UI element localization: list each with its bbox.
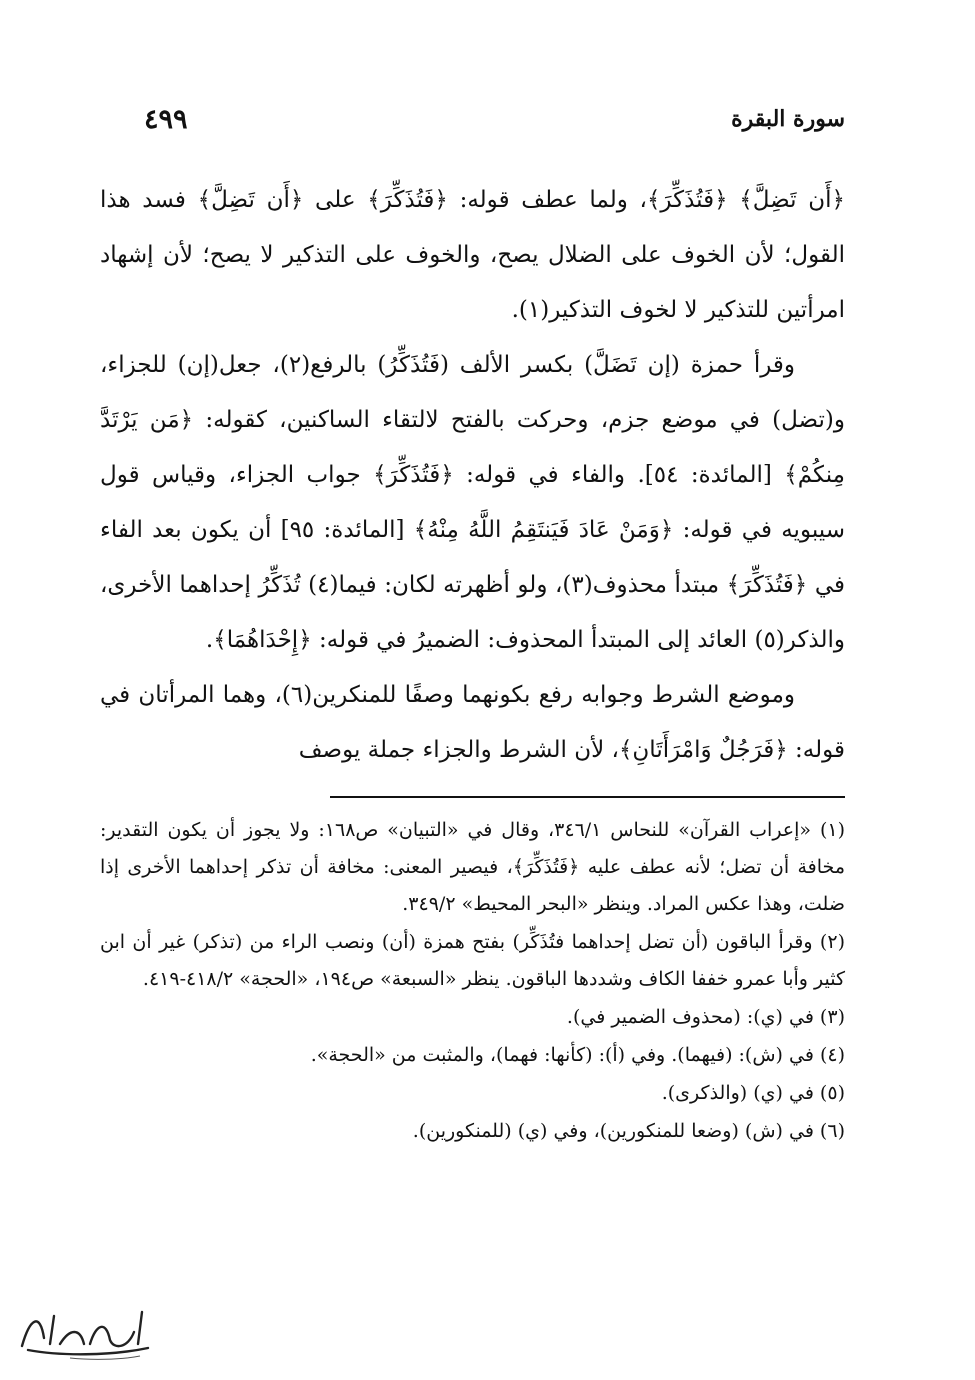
page-header [100, 104, 845, 138]
footnote: (٥) في (ي) (والذكرى). [661, 1082, 845, 1104]
footnote: (١) «إعراب القرآن» للنحاس ٣٤٦/١، وقال في «التبيان» ص١٦٨: ولا يجوز أن يكون التقدير: مخافة أن تضل؛ لأنه عطف عليه ﴿فَتُذَكِّرَ﴾، فيصير المعنى: مخافة أن تذكر إحداهما الأخرى إذا ضلت، وهذا عكس المراد. وينظر «البحر المحيط» ٣٤٩/٢. [100, 819, 846, 915]
footnote: (٣) في (ي): (محذوف الضمير في). [566, 1006, 845, 1028]
calligraphy-stamp-logo [10, 1298, 160, 1364]
main-text [100, 173, 845, 778]
paragraph: وقرأ حمزة (إن تَضَلَّ) بكسر الألف (فَتُذَكِّرُ) بالرفع(٢)، جعل(إن) للجزاء، و(تضل) في موضع جزم، وحركت بالفتح لالتقاء الساكنين، كقوله: ﴿مَن يَرْتَدَّ مِنكُمْ﴾ [المائدة: ٥٤]. والفاء في قوله: ﴿فَتُذَكِّرَ﴾ جواب الجزاء، وقياس قول سيبويه في قوله: ﴿وَمَنْ عَادَ فَيَنتَقِمُ اللَّهُ مِنْهُ﴾ [المائدة: ٩٥] أن يكون بعد الفاء في ﴿فَتُذَكِّرَ﴾ مبتدأ محذوف(٣)، ولو أظهرته لكان: فيما(٤) تُذَكِّرُ إحداهما الأخرى، والذكر(٥) العائد إلى المبتدأ المحذوف: الضميرُ في قوله: ﴿إِحْدَاهُمَا﴾. [100, 352, 845, 653]
footnote: (٤) في (ش): (فيهما). وفي (أ): (كأنها: فهما)، والمثبت من «الحجة». [310, 1044, 845, 1066]
page-number: ٤٩٩ [144, 104, 188, 135]
footnote: (٢) وقرأ الباقون (أن تضل إحداهما فتُذَكِّر) بفتح همزة (أن) ونصب الراء من (تذكر) غير أن ابن كثير وأبا عمرو خففا الكاف وشددها الباقون. ينظر «السبعة» ص١٩٤، «الحجة» ٤١٨/٢-٤١٩. [100, 931, 845, 990]
footnotes [100, 812, 845, 1151]
footnote: (٦) في (ش) (وضعا للمنكورين)، وفي (ي) (للمنكورين). [412, 1120, 845, 1142]
footnote-separator [330, 796, 845, 798]
paragraph: ﴿أَن تَضِلَّ﴾ ﴿فَتُذَكِّرَ﴾، ولما عطف قوله: ﴿فَتُذَكِّرَ﴾ على ﴿أَن تَضِلَّ﴾ فسد هذا القول؛ لأن الخوف على الضلال يصح، والخوف على التذكير لا يصح؛ لأن إشهاد امرأتين للتذكير لا لخوف التذكير(١). [100, 187, 845, 323]
running-title: سورة البقرة [731, 106, 845, 132]
paragraph: وموضع الشرط وجوابه رفع بكونهما وصفًا للمنكرين(٦)، وهما المرأتان في قوله: ﴿فَرَجُلٌ وَامْرَأَتَانِ﴾، لأن الشرط والجزاء جملة يوصف [100, 682, 845, 763]
